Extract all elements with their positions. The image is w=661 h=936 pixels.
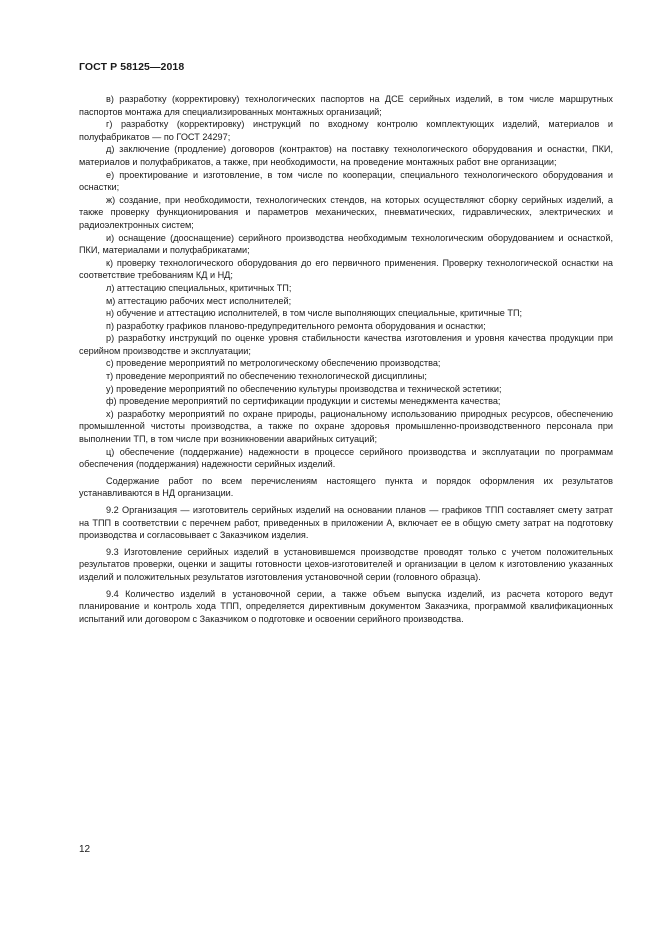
paragraph-9-3: 9.3 Изготовление серийных изделий в установившемся производстве проводят только с учетом положительных результатов проверки, оценки и защиты готовности цехов-изготовителей и организации в целом к изготовлению указанных изделий и положительных результатов изготовления установочной серии (головного образца). — [79, 546, 613, 582]
paragraph-9-2: 9.2 Организация — изготовитель серийных изделий на основании планов — графиков ТПП составляет смету затрат на ТПП в соответствии с перечнем работ, приведенных в приложении А, включает ее в общую смету затрат на подготовку производства и согласовывает с Заказчиком изделия. — [79, 505, 613, 541]
list-item-m: м) аттестацию рабочих мест исполнителей; — [106, 295, 292, 306]
list-item-zh: ж) создание, при необходимости, технологических стендов, на которых осуществляют сборку серийных изделий, а также проверку функционирования и параметров механических, пневматических, гидравлических, электрических и радиоэлектронных систем; — [79, 194, 613, 230]
list-item-s: с) проведение мероприятий по метрологическому обеспечению производства; — [106, 358, 441, 369]
list-item-e: е) проектирование и изготовление, в том числе по кооперации, специального технологического оборудования и оснастки; — [79, 169, 613, 193]
list-item-n: н) обучение и аттестацию исполнителей, в том числе выполняющих специальные, критичные ТП; — [106, 308, 523, 319]
document-body — [79, 93, 613, 625]
list-item-d: д) заключение (продление) договоров (контрактов) на поставку технологического оборудования и оснастки, ПКИ, материалов и полуфабрикатов, а также, при необходимости, на проведение монтажных работ вне организации; — [79, 144, 613, 167]
list-item-l: л) аттестацию специальных, критичных ТП; — [106, 282, 292, 293]
list-item-g: г) разработку (корректировку) инструкций по входному контролю комплектующих изделий, материалов и полуфабрикатов — по ГОСТ 24297; — [79, 119, 613, 142]
list-item-t: т) проведение мероприятий по обеспечению технологической дисциплины; — [106, 371, 427, 382]
list-item-v: в) разработку (корректировку) технологических паспортов на ДСЕ серийных изделий, в том числе маршрутных паспортов монтажа для специализированных монтажных организаций; — [79, 94, 613, 117]
list-item-kh: х) разработку мероприятий по охране природы, рациональному использованию природных ресурсов, обеспечению промышленной чистоты производства, а также по охране здоровья промышленно-производственного персонала при выполнении ТП, в том числе при возникновении аварийных ситуаций; — [79, 408, 613, 445]
document-header: ГОСТ Р 58125—2018 — [79, 61, 185, 73]
paragraph-content-note: Содержание работ по всем перечислениям настоящего пункта и порядок оформления их результатов устанавливаются в НД организации. — [79, 475, 613, 499]
list-item-u: у) проведение мероприятий по обеспечению культуры производства и технической эстетики; — [106, 383, 502, 394]
list-item-f: ф) проведение мероприятий по сертификации продукции и системы менеджмента качества; — [106, 396, 501, 407]
list-item-r: р) разработку инструкций по оценке уровня стабильности качества изготовления и уровня качества продукции при серийном производстве и эксплуатации; — [79, 333, 613, 356]
list-item-p: п) разработку графиков планово-предупредительного ремонта оборудования и оснастки; — [106, 320, 486, 331]
list-item-k: к) проверку технологического оборудования до его первичного применения. Проверку технологической оснастки на соответствие требованиям КД и НД; — [79, 257, 613, 281]
list-item-ts: ц) обеспечение (поддержание) надежности в процессе серийного производства и эксплуатации по программам обеспечения (поддержания) надежности серийных изделий. — [79, 446, 613, 470]
list-item-i: и) оснащение (дооснащение) серийного производства необходимым технологическим оборудованием и оснасткой, ПКИ, материалами и полуфабрикатами; — [79, 232, 613, 256]
paragraph-9-4: 9.4 Количество изделий в установочной серии, а также объем выпуска изделий, из расчета которого ведут планирование и контроль хода ТПП, определяется директивным документом Заказчика, программой квалификационных испытаний или договором с Заказчиком о подготовке и освоении серийного производства. — [79, 588, 613, 624]
page-number: 12 — [79, 844, 91, 855]
